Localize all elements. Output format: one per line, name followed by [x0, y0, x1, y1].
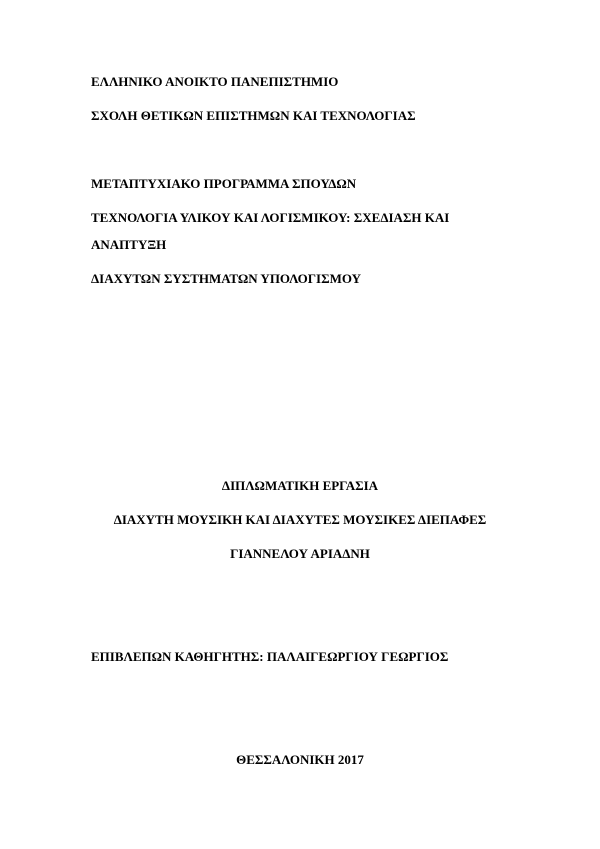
- supervisor-line: ΕΠΙΒΛΕΠΩΝ ΚΑΘΗΓΗΤΗΣ: ΠΑΛΑΙΓΕΩΡΓΙΟΥ ΓΕΩΡΓΙΟΣ: [91, 649, 449, 664]
- thesis-type: ΔΙΠΛΩΜΑΤΙΚΗ ΕΡΓΑΣΙΑ: [221, 478, 379, 493]
- thesis-title: ΔΙΑΧΥΤΗ ΜΟΥΣΙΚΗ ΚΑΙ ΔΙΑΧΥΤΕΣ ΜΟΥΣΙΚΕΣ ΔΙΕΠΑΦΕΣ: [113, 512, 487, 527]
- program-name: ΜΕΤΑΠΤΥΧΙΑΚΟ ΠΡΟΓΡΑΜΜΑ ΣΠΟΥΔΩΝ: [91, 176, 357, 191]
- place-date: ΘΕΣΣΑΛΟΝΙΚΗ 2017: [236, 752, 364, 767]
- thesis-author: ΓΙΑΝΝΕΛΟΥ ΑΡΙΑΔΝΗ: [230, 546, 370, 561]
- program-title-line-1: ΤΕΧΝΟΛΟΓΙΑ ΥΛΙΚΟΥ ΚΑΙ ΛΟΓΙΣΜΙΚΟΥ: ΣΧΕΔΙΑΣΗ ΚΑΙ: [91, 210, 450, 225]
- program-title-line-2: ΑΝΑΠΤΥΞΗ: [91, 237, 167, 252]
- school-name: ΣΧΟΛΗ ΘΕΤΙΚΩΝ ΕΠΙΣΤΗΜΩΝ ΚΑΙ ΤΕΧΝΟΛΟΓΙΑΣ: [91, 108, 416, 123]
- university-name: ΕΛΛΗΝΙΚΟ ΑΝΟΙΚΤΟ ΠΑΝΕΠΙΣΤΗΜΙΟ: [91, 74, 339, 89]
- program-title-line-3: ΔΙΑΧΥΤΩΝ ΣΥΣΤΗΜΑΤΩΝ ΥΠΟΛΟΓΙΣΜΟΥ: [91, 271, 362, 286]
